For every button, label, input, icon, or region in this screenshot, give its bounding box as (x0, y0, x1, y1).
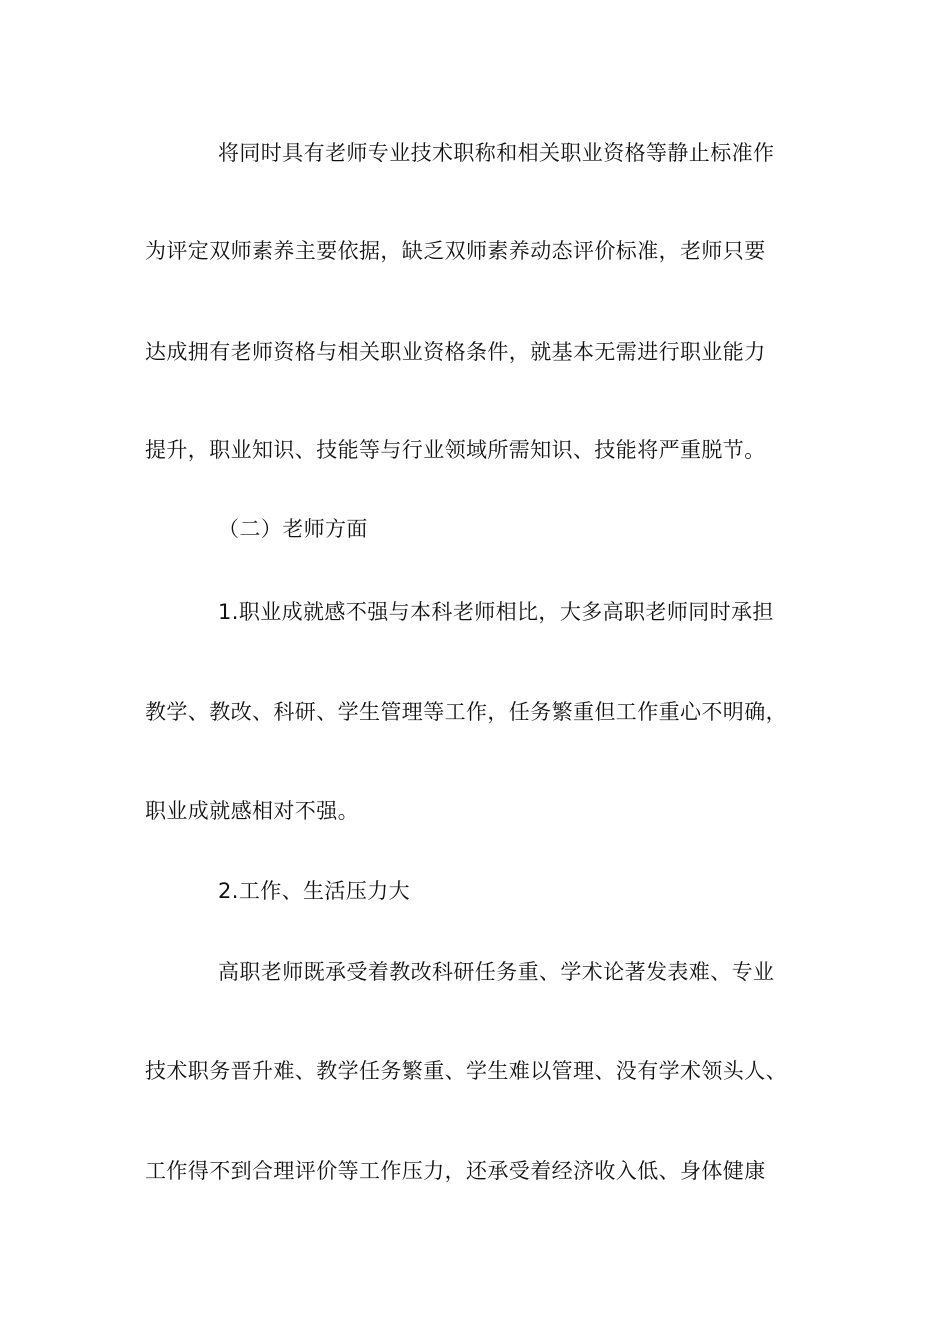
paragraph-line: 提升，职业知识、技能等与行业领域所需知识、技能将严重脱节。 (145, 438, 766, 462)
paragraph-line: 技术职务晋升难、教学任务繁重、学生难以管理、没有学术领头人、 (145, 1059, 787, 1083)
paragraph-line: 高职老师既承受着教改科研任务重、学术论著发表难、专业 (218, 960, 775, 984)
paragraph-line: 达成拥有老师资格与相关职业资格条件，就基本无需进行职业能力 (145, 340, 766, 364)
paragraph-line: 教学、教改、科研、学生管理等工作，任务繁重但工作重心不明确， (145, 700, 787, 724)
subsection-heading: 2.工作、生活压力大 (218, 879, 411, 903)
paragraph-line: 1.职业成就感不强与本科老师相比，大多高职老师同时承担 (218, 600, 774, 624)
paragraph-line: 职业成就感相对不强。 (145, 799, 359, 823)
paragraph-line: 工作得不到合理评价等工作压力，还承受着经济收入低、身体健康 (145, 1159, 766, 1183)
paragraph-line: 将同时具有老师专业技术职称和相关职业资格等静止标准作 (218, 141, 775, 165)
paragraph-line: 为评定双师素养主要依据，缺乏双师素养动态评价标准，老师只要 (145, 239, 766, 263)
section-heading: （二）老师方面 (218, 517, 368, 541)
